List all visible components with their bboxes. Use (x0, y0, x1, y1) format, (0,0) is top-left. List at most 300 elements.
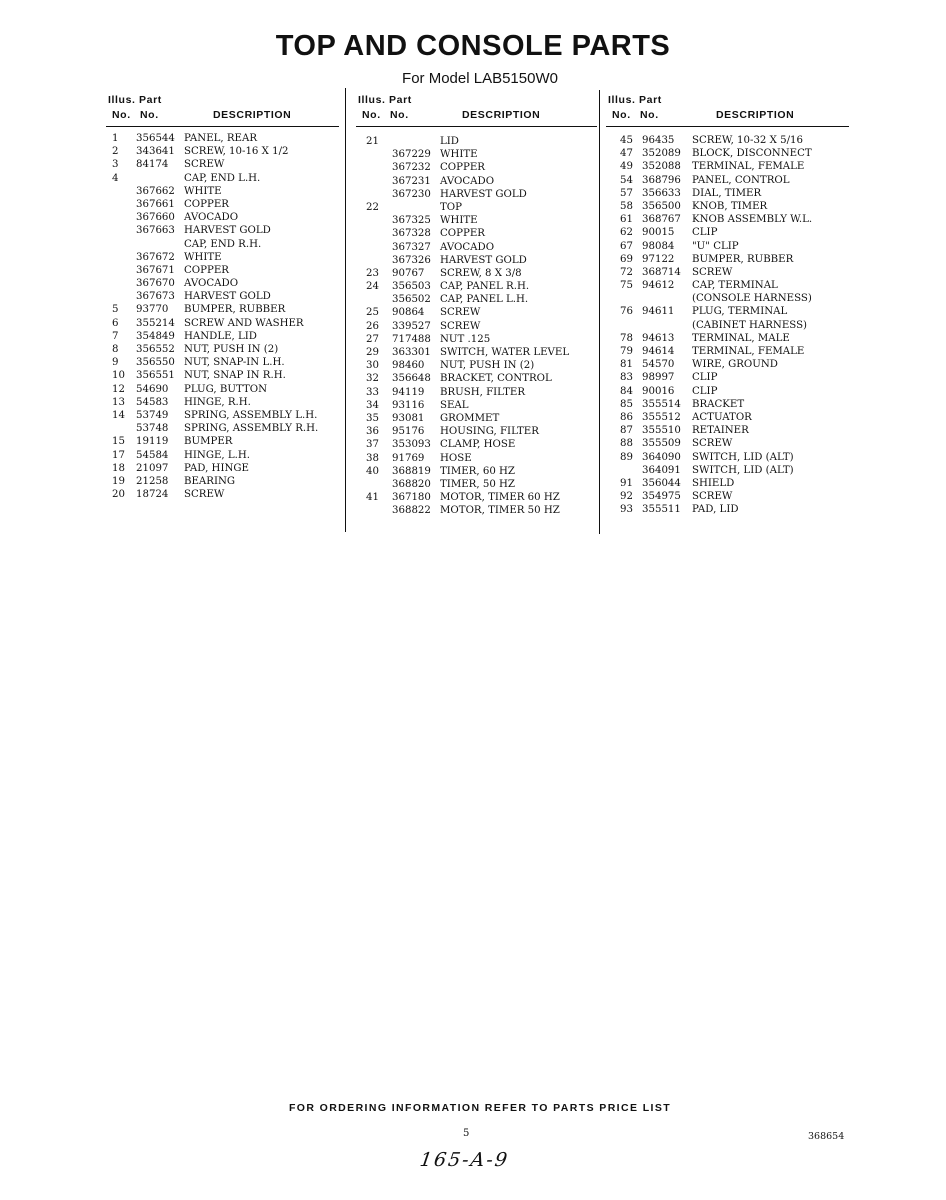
parts-row (606, 160, 849, 173)
parts-row (106, 211, 339, 224)
parts-row (606, 371, 849, 384)
part-number: 367670 (136, 278, 175, 290)
illus-number: 35 (366, 412, 379, 424)
illus-number: 87 (620, 425, 633, 437)
illus-number: 29 (366, 347, 379, 358)
part-number: 368822 (392, 505, 431, 517)
parts-row (106, 277, 339, 290)
column-header (356, 92, 597, 128)
illus-number: 92 (620, 491, 633, 503)
part-description: ACTUATOR (692, 411, 752, 423)
parts-column-3 (606, 92, 849, 516)
part-number: 54583 (136, 396, 169, 408)
parts-row (606, 385, 849, 398)
parts-row (106, 343, 339, 356)
part-description: SCREW, 10-16 X 1/2 (184, 146, 289, 158)
parts-row (356, 320, 597, 333)
part-description: HOSE (440, 452, 472, 464)
part-number: 53748 (136, 423, 169, 435)
part-description: CAP, TERMINAL (692, 280, 778, 292)
parts-row (356, 452, 597, 465)
illus-number: 34 (366, 399, 379, 411)
illus-number: 12 (112, 383, 125, 395)
page-number: 5 (463, 1128, 470, 1139)
part-description: SCREW (440, 307, 481, 319)
part-description: COPPER (184, 198, 229, 210)
parts-row (356, 201, 597, 214)
illus-number: 10 (112, 370, 125, 382)
parts-row (606, 174, 849, 187)
page-title: TOP AND CONSOLE PARTS (275, 30, 671, 62)
part-number: 98460 (392, 360, 425, 372)
part-description: SCREW, 10-32 X 5/16 (692, 135, 804, 146)
parts-list (106, 132, 339, 501)
illus-number: 9 (112, 357, 119, 369)
part-number: 354975 (642, 491, 681, 503)
part-number: 339527 (392, 320, 431, 332)
column-header (106, 92, 339, 128)
part-description: PAD, LID (692, 504, 739, 516)
part-number: 21258 (136, 475, 169, 487)
illus-number: 45 (620, 135, 633, 146)
parts-row (356, 161, 597, 174)
part-description: WHITE (440, 215, 478, 227)
part-description: SCREW (184, 489, 225, 501)
header-rule (106, 126, 339, 127)
illus-number: 81 (620, 359, 633, 371)
part-description: (CABINET HARNESS) (692, 319, 808, 331)
part-number: 368714 (642, 266, 681, 278)
description-header: DESCRIPTION (213, 109, 292, 121)
part-number: 93770 (136, 304, 169, 316)
part-number: 354849 (136, 330, 175, 342)
parts-row (106, 238, 339, 251)
parts-row (606, 213, 849, 226)
parts-row (356, 504, 597, 517)
parts-row (606, 503, 849, 516)
illus-part-header: Illus. Part (358, 94, 412, 106)
parts-row (106, 409, 339, 422)
parts-row (356, 293, 597, 306)
part-number: 367180 (392, 492, 431, 504)
part-description: RETAINER (692, 425, 749, 437)
parts-row (606, 134, 849, 147)
handwritten-note: 165-A-9 (418, 1149, 511, 1171)
part-number: 356552 (136, 344, 175, 355)
parts-column-2 (356, 92, 597, 517)
part-description: SWITCH, LID (ALT) (692, 451, 794, 463)
parts-row (356, 425, 597, 438)
illus-number: 89 (620, 451, 633, 463)
part-description: HOUSING, FILTER (440, 426, 539, 438)
part-number: 717488 (392, 333, 431, 345)
parts-column-1 (106, 92, 339, 501)
illus-number: 58 (620, 200, 633, 212)
part-number: 90015 (642, 227, 675, 239)
part-number: 343641 (136, 146, 175, 158)
part-description: NUT, SNAP-IN L.H. (184, 357, 285, 369)
illus-number: 84 (620, 385, 633, 397)
part-number: 93081 (392, 412, 425, 424)
part-description: TOP (440, 201, 463, 213)
part-description: HARVEST GOLD (184, 225, 271, 237)
parts-row (356, 372, 597, 385)
part-description: NUT, PUSH IN (2) (440, 360, 535, 372)
part-number: 356502 (392, 294, 431, 306)
illus-number: 36 (366, 426, 379, 438)
part-description: COPPER (184, 264, 229, 276)
part-description: AVOCADO (440, 241, 495, 253)
illus-number: 88 (620, 438, 633, 450)
illus-number: 2 (112, 146, 119, 158)
illus-number: 13 (112, 396, 125, 408)
description-header: DESCRIPTION (462, 109, 541, 121)
parts-row (606, 490, 849, 503)
parts-list (606, 134, 849, 516)
illus-number: 93 (620, 504, 633, 516)
part-number: 90767 (392, 267, 425, 279)
part-description: PANEL, REAR (184, 133, 258, 144)
parts-row (606, 292, 849, 305)
part-description: BRUSH, FILTER (440, 386, 526, 398)
parts-row (356, 346, 597, 359)
part-number: 84174 (136, 159, 169, 171)
illus-number: 37 (366, 439, 379, 451)
part-description: SEAL (440, 399, 469, 411)
illus-number: 22 (366, 201, 379, 213)
part-description: BUMPER, RUBBER (692, 253, 794, 265)
part-number: 54584 (136, 449, 169, 461)
part-description: AVOCADO (184, 212, 239, 224)
part-description: WHITE (184, 251, 222, 263)
illus-number: 47 (620, 148, 633, 160)
parts-row (356, 227, 597, 240)
part-description: SCREW AND WASHER (184, 317, 304, 329)
illus-number: 26 (366, 320, 379, 332)
part-description: SWITCH, WATER LEVEL (440, 347, 570, 358)
part-number: 355511 (642, 504, 681, 516)
parts-row (606, 253, 849, 266)
parts-row (106, 330, 339, 343)
part-description: CLIP (692, 227, 718, 239)
part-description: CLIP (692, 372, 718, 384)
parts-row (356, 399, 597, 412)
part-description: TIMER, 60 HZ (440, 465, 515, 477)
parts-row (606, 279, 849, 292)
illus-number: 41 (366, 492, 379, 504)
illus-number: 57 (620, 187, 633, 199)
illus-number: 32 (366, 373, 379, 385)
illus-number: 15 (112, 436, 125, 448)
part-description: NUT, PUSH IN (2) (184, 344, 279, 355)
part-description: CAP, PANEL L.H. (440, 294, 529, 306)
illus-number: 17 (112, 449, 125, 461)
part-number: 356633 (642, 187, 681, 199)
part-description: SWITCH, LID (ALT) (692, 464, 794, 476)
part-description: SPRING, ASSEMBLY L.H. (184, 409, 318, 421)
part-number: 21097 (136, 462, 169, 474)
header-rule (606, 126, 849, 127)
parts-row (106, 422, 339, 435)
parts-row (356, 254, 597, 267)
model-subtitle: For Model LAB5150W0 (402, 70, 558, 87)
part-number: 356544 (136, 133, 175, 144)
illus-number: 72 (620, 266, 633, 278)
part-description: CLIP (692, 385, 718, 397)
illus-number: 6 (112, 317, 119, 329)
parts-row (356, 267, 597, 280)
illus-number: 83 (620, 372, 633, 384)
part-description: (CONSOLE HARNESS) (692, 293, 812, 305)
part-number: 98084 (642, 240, 675, 252)
part-description: CAP, END R.H. (184, 238, 262, 250)
part-description: CAP, END L.H. (184, 172, 261, 184)
parts-row (106, 449, 339, 462)
parts-row (356, 280, 597, 293)
illus-number: 5 (112, 304, 119, 316)
parts-row (606, 147, 849, 160)
part-number: 356503 (392, 281, 431, 293)
part-number: 367232 (392, 162, 431, 174)
part-number: 97122 (642, 253, 675, 265)
part-number: 18724 (136, 489, 169, 501)
part-description: AVOCADO (440, 175, 495, 187)
part-number: 367671 (136, 264, 175, 276)
part-description: BRACKET, CONTROL (440, 373, 552, 385)
illus-number: 24 (366, 281, 379, 293)
parts-row (356, 175, 597, 188)
column-divider (345, 88, 346, 532)
header-rule (356, 126, 597, 127)
illus-number: 4 (112, 172, 119, 184)
part-number: 352088 (642, 161, 681, 173)
parts-row (356, 359, 597, 372)
parts-row (106, 172, 339, 185)
part-number: 356551 (136, 370, 175, 382)
part-no-header: No. (640, 109, 659, 121)
parts-row (606, 240, 849, 253)
part-description: CLAMP, HOSE (440, 439, 516, 451)
part-number: 355512 (642, 411, 681, 423)
part-description: DIAL, TIMER (692, 187, 762, 199)
illus-number: 79 (620, 346, 633, 357)
illus-number: 27 (366, 333, 379, 345)
part-description: NUT .125 (440, 333, 491, 345)
parts-row (606, 266, 849, 279)
part-number: 90864 (392, 307, 425, 319)
parts-row (106, 264, 339, 277)
part-number: 98997 (642, 372, 675, 384)
part-description: KNOB, TIMER (692, 200, 768, 212)
parts-row (606, 200, 849, 213)
illus-number: 67 (620, 240, 633, 252)
part-description: CAP, PANEL R.H. (440, 281, 530, 293)
parts-row (106, 185, 339, 198)
parts-row (356, 478, 597, 491)
parts-row (356, 148, 597, 161)
illus-number: 3 (112, 159, 119, 171)
illus-number: 1 (112, 133, 119, 144)
part-description: PLUG, BUTTON (184, 383, 268, 395)
parts-row (606, 358, 849, 371)
part-number: 54570 (642, 359, 675, 371)
part-number: 94612 (642, 280, 675, 292)
column-header (606, 92, 849, 128)
illus-number: 85 (620, 398, 633, 410)
part-number: 94119 (392, 386, 425, 398)
part-number: 355510 (642, 425, 681, 437)
parts-row (606, 464, 849, 477)
description-header: DESCRIPTION (716, 109, 795, 121)
parts-row (106, 158, 339, 171)
illus-no-header: No. (112, 109, 131, 121)
part-description: SCREW (440, 320, 481, 332)
parts-row (356, 333, 597, 346)
illus-number: 61 (620, 214, 633, 226)
part-description: MOTOR, TIMER 60 HZ (440, 492, 560, 504)
part-number: 356550 (136, 357, 175, 369)
part-number: 367660 (136, 212, 175, 224)
part-number: 90016 (642, 385, 675, 397)
part-number: 353093 (392, 439, 431, 451)
illus-number: 19 (112, 475, 125, 487)
part-number: 368767 (642, 214, 681, 226)
part-number: 367663 (136, 225, 175, 237)
parts-row (606, 226, 849, 239)
illus-number: 75 (620, 280, 633, 292)
column-divider (599, 90, 600, 534)
illus-number: 91 (620, 477, 633, 489)
part-number: 363301 (392, 347, 431, 358)
parts-row (606, 398, 849, 411)
parts-row (606, 187, 849, 200)
illus-number: 14 (112, 409, 125, 421)
part-description: WIRE, GROUND (692, 359, 778, 371)
part-number: 367662 (136, 185, 175, 197)
parts-row (106, 251, 339, 264)
parts-row (106, 435, 339, 448)
illus-number: 21 (366, 136, 379, 147)
parts-row (106, 462, 339, 475)
part-number: 356648 (392, 373, 431, 385)
part-number: 367229 (392, 149, 431, 161)
illus-number: 8 (112, 344, 119, 355)
part-description: SCREW (184, 159, 225, 171)
parts-row (356, 214, 597, 227)
part-number: 355214 (136, 317, 175, 329)
illus-number: 62 (620, 227, 633, 239)
part-number: 94613 (642, 332, 675, 344)
parts-row (106, 396, 339, 409)
part-number: 367325 (392, 215, 431, 227)
part-number: 367672 (136, 251, 175, 263)
parts-row (106, 224, 339, 237)
parts-row (356, 438, 597, 451)
part-description: HANDLE, LID (184, 330, 257, 342)
part-description: SCREW (692, 491, 733, 503)
part-number: 368819 (392, 465, 431, 477)
part-number: 355509 (642, 438, 681, 450)
part-number: 367673 (136, 291, 175, 303)
part-description: BEARING (184, 475, 236, 487)
part-description: PANEL, CONTROL (692, 174, 790, 186)
illus-number: 33 (366, 386, 379, 398)
part-description: SCREW (692, 266, 733, 278)
part-number: 93116 (392, 399, 425, 411)
part-number: 91769 (392, 452, 425, 464)
illus-number: 18 (112, 462, 125, 474)
part-number: 367661 (136, 198, 175, 210)
parts-row (106, 369, 339, 382)
document-number: 368654 (808, 1131, 845, 1142)
part-description: SPRING, ASSEMBLY R.H. (184, 423, 319, 435)
illus-no-header: No. (612, 109, 631, 121)
parts-row (106, 303, 339, 316)
illus-number: 78 (620, 332, 633, 344)
parts-row (106, 132, 339, 145)
parts-row (356, 306, 597, 319)
part-number: 19119 (136, 436, 169, 448)
illus-number: 69 (620, 253, 633, 265)
parts-row (356, 491, 597, 504)
part-number: 53749 (136, 409, 169, 421)
parts-list (356, 135, 597, 517)
illus-number: 20 (112, 489, 125, 501)
part-description: BUMPER (184, 436, 233, 448)
parts-row (106, 488, 339, 501)
illus-number: 23 (366, 267, 379, 279)
part-description: SCREW (692, 438, 733, 450)
parts-row (606, 411, 849, 424)
part-description: PLUG, TERMINAL (692, 306, 788, 318)
part-description: TERMINAL, FEMALE (692, 161, 805, 173)
parts-row (356, 465, 597, 478)
part-number: 368820 (392, 478, 431, 490)
part-description: LID (440, 136, 459, 147)
part-number: 352089 (642, 148, 681, 160)
illus-number: 30 (366, 360, 379, 372)
parts-row (356, 412, 597, 425)
illus-no-header: No. (362, 109, 381, 121)
parts-row (356, 386, 597, 399)
parts-row (606, 451, 849, 464)
part-number: 356044 (642, 477, 681, 489)
illus-part-header: Illus. Part (108, 94, 162, 106)
parts-row (606, 305, 849, 318)
part-description: AVOCADO (184, 278, 239, 290)
part-number: 356500 (642, 200, 681, 212)
part-description: COPPER (440, 228, 485, 240)
part-description: TERMINAL, FEMALE (692, 346, 805, 357)
part-description: GROMMET (440, 412, 500, 424)
part-description: NUT, SNAP IN R.H. (184, 370, 286, 382)
part-number: 96435 (642, 135, 675, 146)
part-number: 364091 (642, 464, 681, 476)
illus-number: 76 (620, 306, 633, 318)
parts-row (606, 332, 849, 345)
parts-row (106, 145, 339, 158)
part-number: 355514 (642, 398, 681, 410)
part-description: HARVEST GOLD (440, 254, 527, 266)
part-description: HARVEST GOLD (184, 291, 271, 303)
parts-row (356, 241, 597, 254)
part-number: 54690 (136, 383, 169, 395)
part-description: KNOB ASSEMBLY W.L. (692, 214, 813, 226)
illus-number: 7 (112, 330, 119, 342)
parts-row (356, 135, 597, 148)
part-description: "U" CLIP (692, 240, 739, 252)
illus-part-header: Illus. Part (608, 94, 662, 106)
